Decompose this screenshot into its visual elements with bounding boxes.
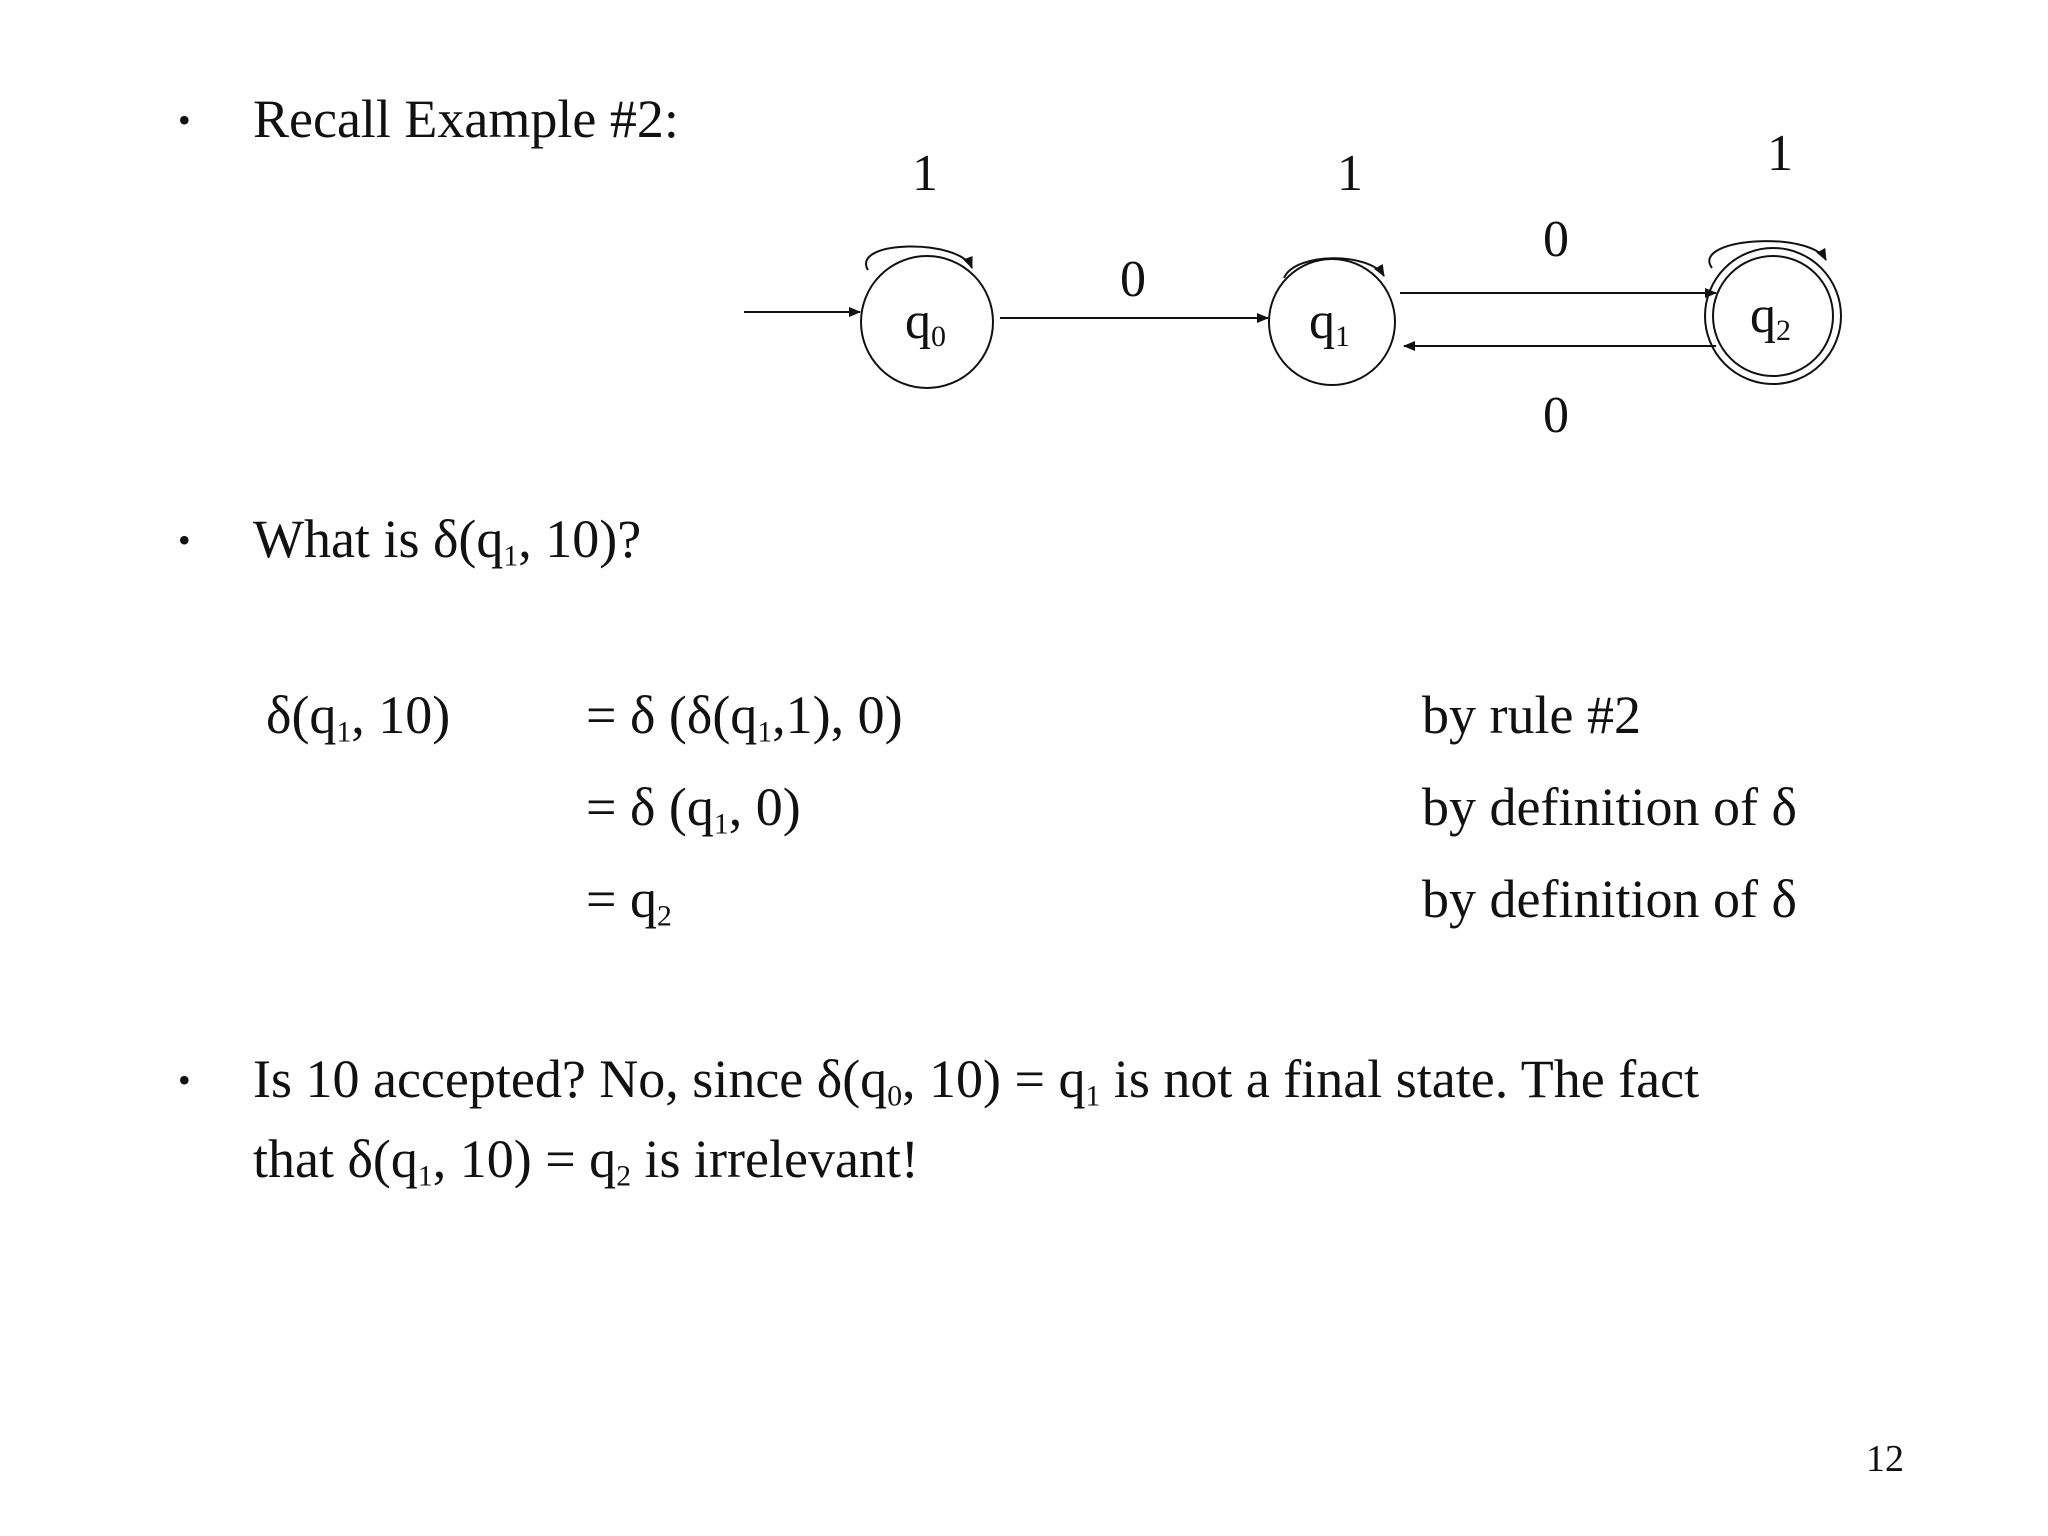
derivation-step-3: = $q_2$ [586,869,672,933]
state-q2-label: q2 [1750,287,1791,347]
q2-loop-label: 1 [1767,125,1793,182]
state-q1-label: q1 [1309,293,1350,353]
bullet-question: • [178,520,191,560]
derivation-reason-3: by definition of δ [1422,869,1797,929]
state-q0-label: q0 [905,293,946,353]
conclusion-line-2: that $\delta(q_1$, $10) = q_2$ is irrelevant! [253,1129,919,1193]
edge-q0-q1-label: 0 [1120,251,1146,308]
bullet-conclusion: • [178,1060,191,1100]
edge-q2-q1-label: 0 [1543,387,1569,444]
derivation-step-2: = δ ($q_1$, 0) [586,777,801,841]
q0-self-loop [866,246,972,270]
q1-loop-label: 1 [1337,145,1363,202]
recall-example-label: Recall Example #2: [253,89,679,149]
page-number: 12 [1866,1438,1904,1480]
question-text: What is $\delta(q_1$, 10)? [253,509,642,573]
q0-loop-label: 1 [912,145,938,202]
conclusion-line-1: Is 10 accepted? No, since $\delta(q_0$, $10) = q_1$ is not a final state. The fact [253,1049,1700,1113]
q2-self-loop [1709,241,1826,268]
derivation-step-1: = δ ($\delta(q_1,1)$, 0) [586,685,903,749]
derivation-lhs: $\delta(q_1$, 10) [266,685,451,749]
derivation-reason-2: by definition of δ [1422,777,1797,837]
derivation-reason-1: by rule #2 [1422,685,1641,745]
bullet-recall: • [178,100,191,140]
edge-q1-q2-label: 0 [1543,211,1569,268]
